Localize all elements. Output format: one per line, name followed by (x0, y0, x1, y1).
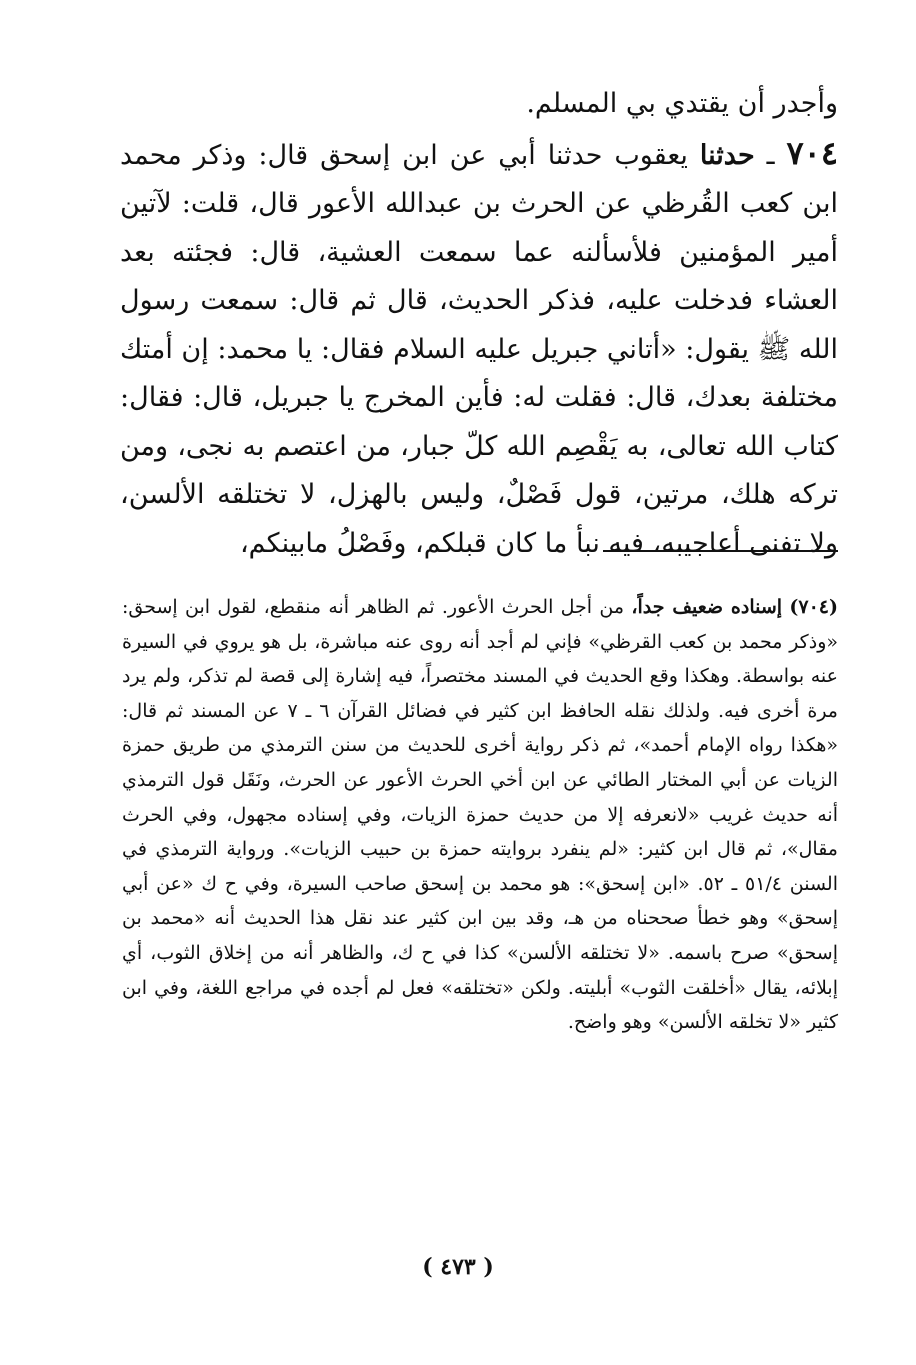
hadith-body: يعقوب حدثنا أبي عن ابن إسحق قال: وذكر محمد ابن كعب القُرظي عن الحرث بن عبدالله الأعور قال، قلت: لآتين أمير المؤمنين فلأسألنه عما سمعت العشية، قال: فجئته بعد العشاء فدخلت عليه، فذكر الحديث، قال ثم قال: سمعت رسول الله ﷺ يقول: «أتاني جبريل عليه السلام فقال: يا محمد: إن أمتك مختلفة بعدك، قال: فقلت له: فأين المخرج يا جبريل، قال: فقال: كتاب الله تعالى، به يَقْصِم الله كلّ جبار، من اعتصم به نجى، ومن تركه هلك، مرتين، قول فَصْلٌ، وليس بالهزل، لا تختلقه الألسن، ولا تفنى أعاجيبه، فيه نبأ ما كان قبلكم، وفَصْلُ مابينكم، (119, 139, 838, 559)
footnote-separator (603, 550, 838, 552)
hadith-paragraph (120, 129, 838, 569)
footnote-grading: إسناده ضعيف جداً، (631, 596, 783, 618)
hadith-number: ٧٠٤ (786, 133, 838, 172)
footnote (122, 590, 838, 1040)
footnote-text: من أجل الحرث الأعور. ثم الظاهر أنه منقطع، لقول ابن إسحق: «وذكر محمد بن كعب القرظي» فإني لم أجد أنه روى عنه مباشرة، بل هو يروي في السيرة عنه بواسطة. وهكذا وقع الحديث في المسند مختصراً، فيه إشارة إلى قصة لم تذكر، ولم يرد مرة أخرى فيه. ولذلك نقله الحافظ ابن كثير في فضائل القرآن ٦ ـ ٧ عن المسند ثم قال: «هكذا رواه الإمام أحمد»، ثم ذكر رواية أخرى للحديث من سنن الترمذي من طريق حمزة الزيات عن أبي المختار الطائي عن ابن أخي الحرث الأعور عن الحرث، ونَقَل قول الترمذي أنه حديث غريب «لانعرفه إلا من حديث حمزة الزيات، وفي إسناده مجهول، وفي الحرث مقال»، ثم قال ابن كثير: «لم ينفرد بروايته حمزة بن حبيب الزيات». ورواية الترمذي في السنن ٥١/٤ ـ ٥٢. «ابن إسحق»: هو محمد بن إسحق صاحب السيرة، وفي ح ك «عن أبي إسحق» وهو خطأ صححناه من هـ، وقد بين ابن كثير عند نقل هذا الحديث أنه «محمد بن إسحق» صرح باسمه. «لا تختلقه الألسن» كذا في ح ك، والظاهر أنه من إخلاق الثوب، أي إبلائه، يقال «أخلقت الثوب» أبليته. ولكن «تختلقه» فعل لم أجده في مراجع اللغة، وفي ابن كثير «لا تخلقه الألسن» وهو واضح. (122, 596, 838, 1034)
footnote-paragraph (122, 590, 838, 1040)
main-text (120, 80, 838, 568)
intro-line: وأجدر أن يقتدي بي المسلم. (526, 88, 838, 119)
footnote-number: (٧٠٤) (789, 596, 839, 618)
hadith-dash: ـ (754, 139, 787, 171)
hadith-lead-word: حدثنا (699, 139, 755, 171)
page-number: ( ٤٧٣ ) (422, 1254, 494, 1280)
